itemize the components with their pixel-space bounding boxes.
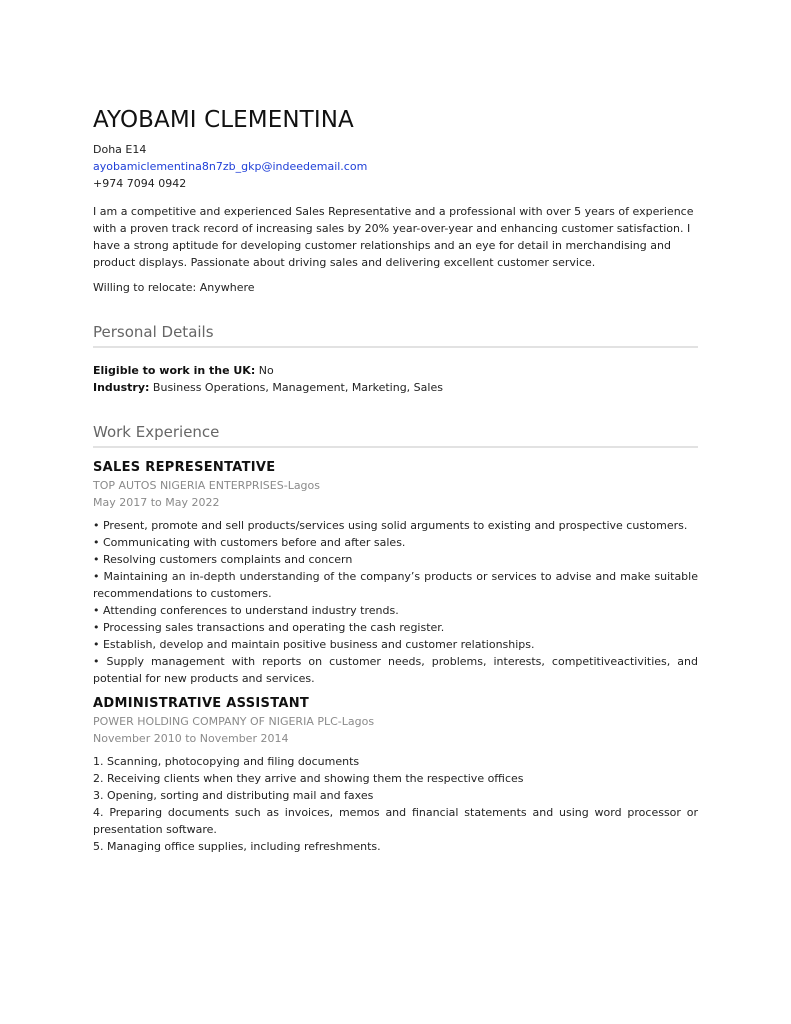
job-line: • Maintaining an in-depth understanding of the company’s products or services to advise and make suitable recommendations to customers. xyxy=(93,570,698,600)
job-entry xyxy=(93,459,698,687)
job-dates: May 2017 to May 2022 xyxy=(93,496,220,509)
job-line: • Processing sales transactions and operating the cash register. xyxy=(93,621,445,634)
job-line: • Supply management with reports on customer needs, problems, interests, competitiveactivities, and potential for new products and services. xyxy=(93,655,698,685)
relocate-text: Willing to relocate: Anywhere xyxy=(93,281,255,294)
job-company: POWER HOLDING COMPANY OF NIGERIA PLC-Lagos xyxy=(93,715,375,728)
job-line: • Establish, develop and maintain positive business and customer relationships. xyxy=(93,638,535,651)
job-line: 4. Preparing documents such as invoices, memos and financial statements and using word processor or presentation software. xyxy=(93,806,698,836)
candidate-name: AYOBAMI CLEMENTINA xyxy=(93,107,354,133)
job-line: • Attending conferences to understand industry trends. xyxy=(93,604,399,617)
job-line: • Communicating with customers before and after sales. xyxy=(93,536,406,549)
job-line: 1. Scanning, photocopying and filing documents xyxy=(93,755,360,768)
industry-label: Industry: xyxy=(93,381,150,394)
job-line: 5. Managing office supplies, including refreshments. xyxy=(93,840,381,853)
personal-details xyxy=(93,362,698,396)
job-line: • Present, promote and sell products/services using solid arguments to existing and prospective customers. xyxy=(93,519,688,532)
job-dates: November 2010 to November 2014 xyxy=(93,732,289,745)
email-link[interactable]: ayobamiclementina8n7zb_gkp@indeedemail.com xyxy=(93,160,368,173)
job-description xyxy=(93,753,698,855)
job-line: 3. Opening, sorting and distributing mail and faxes xyxy=(93,789,374,802)
summary-paragraph: I am a competitive and experienced Sales Representative and a professional with over 5 years of experience with a proven track record of increasing sales by 20% year-over-year and enhancing customer satisfaction. I have a strong aptitude for developing customer relationships and an eye for detail in merchandising and product displays. Passionate about driving sales and delivering excellent customer service. xyxy=(93,205,694,269)
eligibility-value: No xyxy=(255,364,274,377)
eligibility-row xyxy=(93,362,698,379)
location-text: Doha E14 xyxy=(93,143,147,156)
job-company: TOP AUTOS NIGERIA ENTERPRISES-Lagos xyxy=(93,479,321,492)
job-line: 2. Receiving clients when they arrive and showing them the respective offices xyxy=(93,772,524,785)
job-title: SALES REPRESENTATIVE xyxy=(93,460,276,475)
resume-page xyxy=(93,104,698,855)
job-entry xyxy=(93,695,698,855)
phone-text: +974 7094 0942 xyxy=(93,177,187,190)
eligibility-label: Eligible to work in the UK: xyxy=(93,364,256,377)
job-description xyxy=(93,517,698,687)
contact-block xyxy=(93,141,698,192)
job-title: ADMINISTRATIVE ASSISTANT xyxy=(93,696,310,711)
section-title-work-experience: Work Experience xyxy=(93,422,698,448)
industry-row xyxy=(93,379,698,396)
section-title-personal-details: Personal Details xyxy=(93,322,698,348)
industry-value: Business Operations, Management, Marketing, Sales xyxy=(149,381,443,394)
job-line: • Resolving customers complaints and concern xyxy=(93,553,353,566)
